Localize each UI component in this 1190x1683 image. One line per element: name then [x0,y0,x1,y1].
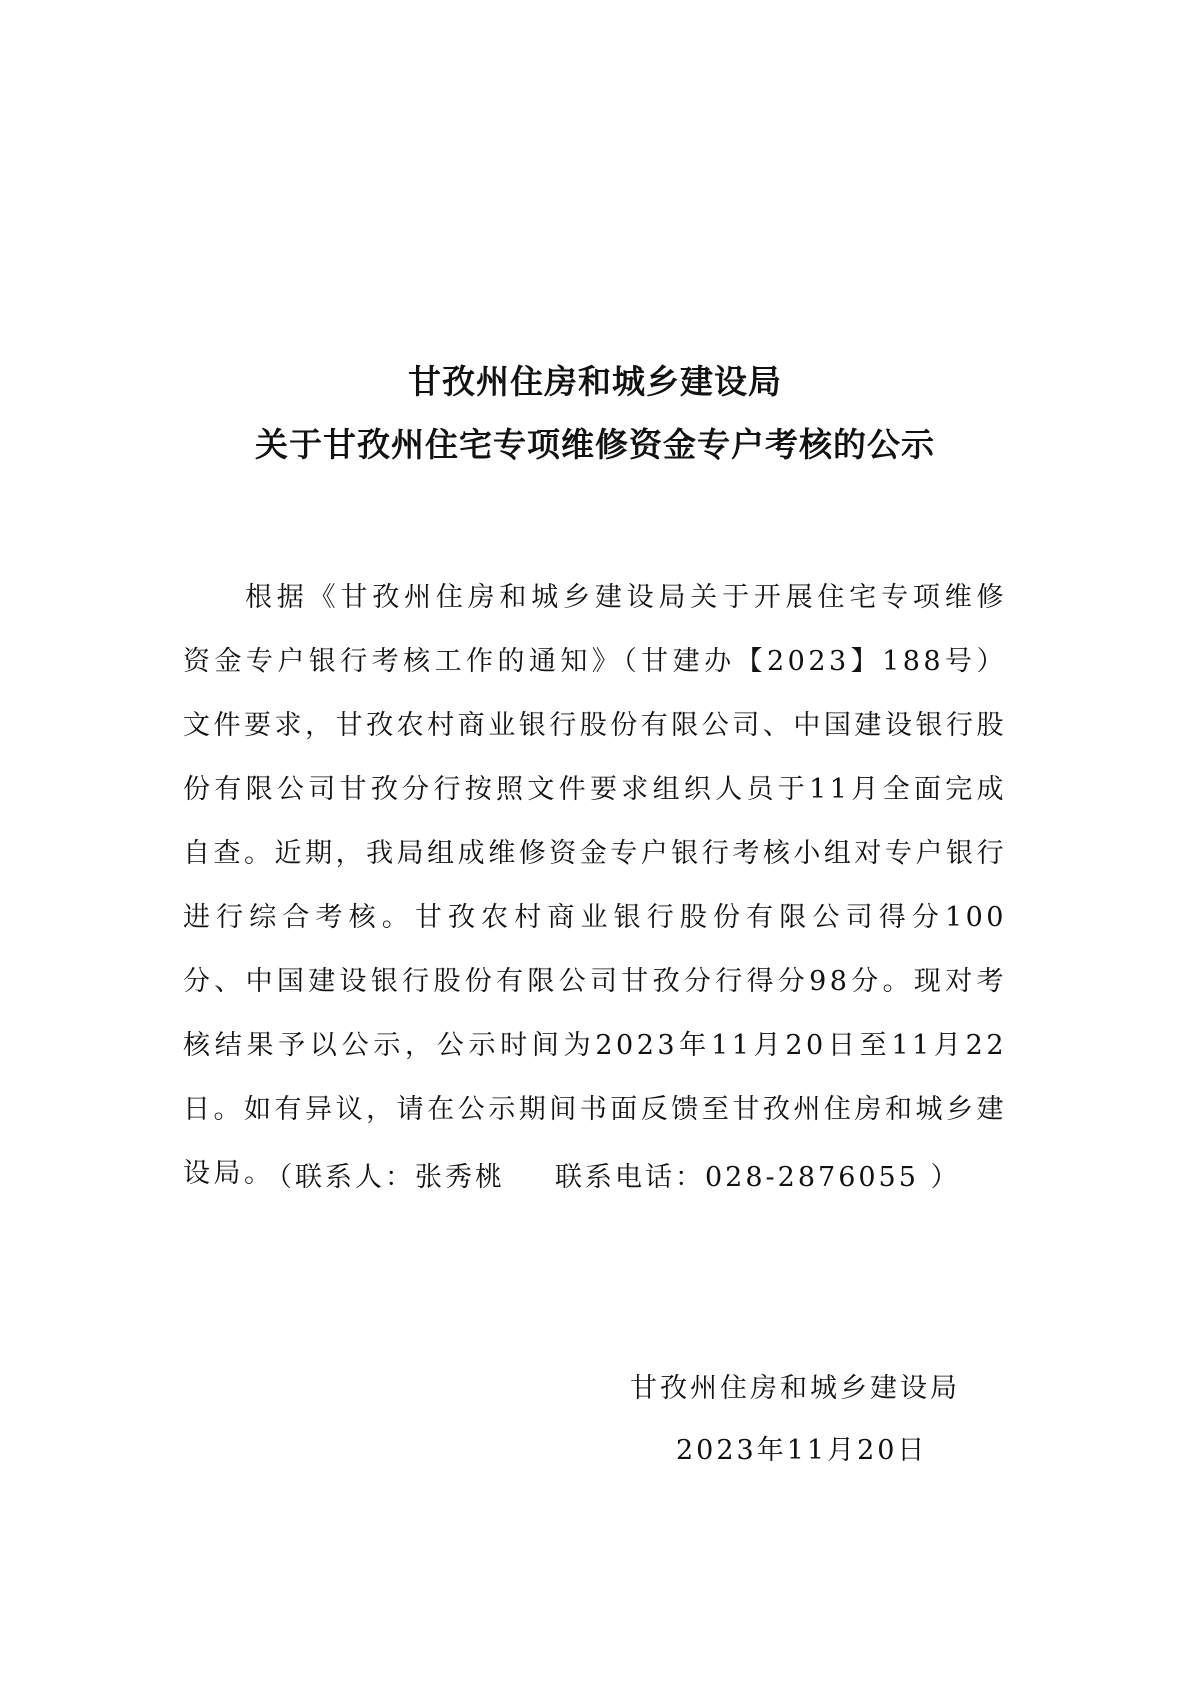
document-title [0,362,1190,465]
contact-person: （联系人：张秀桃 [265,1162,505,1193]
issuer-signature: 甘孜州住房和城乡建设局 [630,1373,960,1404]
contact-line [265,1158,961,1198]
title-line-2: 关于甘孜州住宅专项维修资金专户考核的公示 [255,425,935,464]
contact-phone: 联系电话：028-2876055 ） [555,1162,961,1193]
title-line-1: 甘孜州住房和城乡建设局 [408,362,782,401]
body-paragraph: 根据《甘孜州住房和城乡建设局关于开展住宅专项维修资金专户银行考核工作的通知》（甘建办【2023】188号）文件要求，甘孜农村商业银行股份有限公司、中国建设银行股份有限公司甘孜分行按照文件要求组织人员于11月全面完成自查。近期，我局组成维修资金专户银行考核小组对专户银行进行综合考核。甘孜农村商业银行股份有限公司得分100分、中国建设银行股份有限公司甘孜分行得分98分。现对考核结果予以公示，公示时间为2023年11月20日至11月22日。如有异议，请在公示期间书面反馈至甘孜州住房和城乡建设局。 [183,582,1007,1189]
issue-date: 2023年11月20日 [676,1435,928,1466]
